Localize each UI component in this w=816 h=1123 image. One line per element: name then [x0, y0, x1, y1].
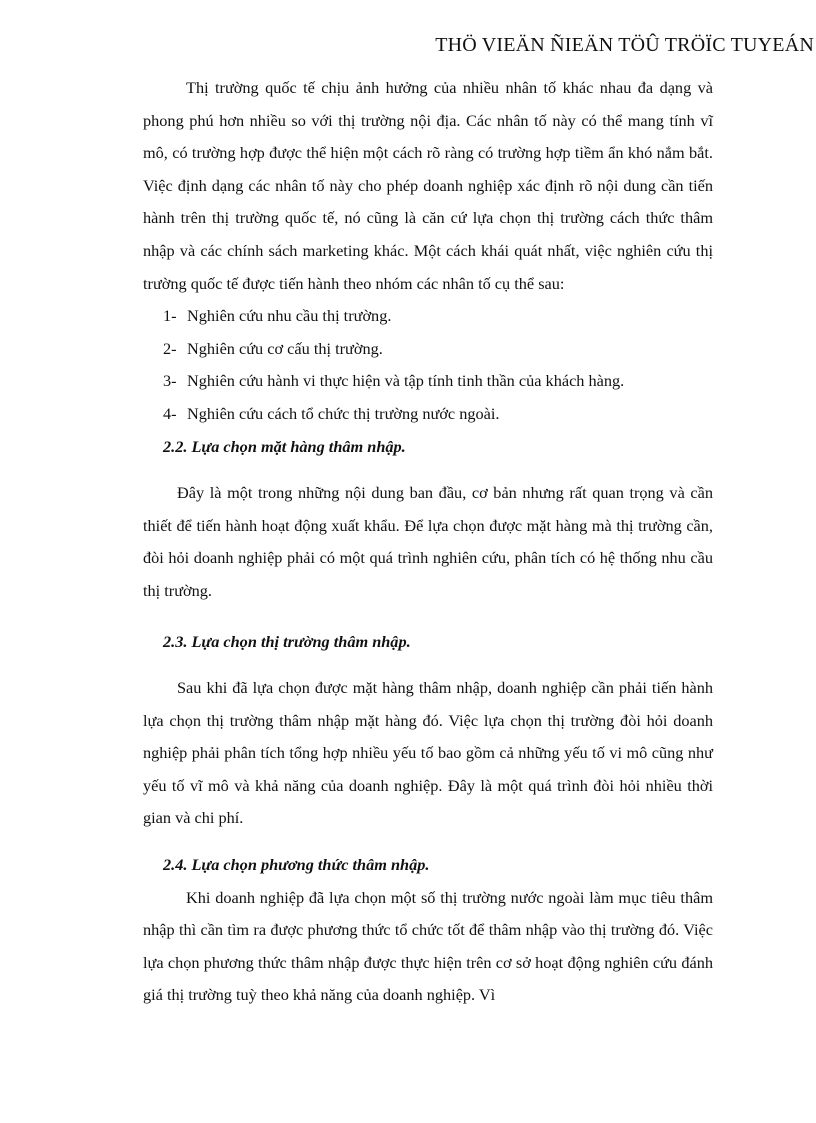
list-item: [143, 300, 713, 333]
list-text: Nghiên cứu cơ cấu thị trường.: [187, 338, 383, 358]
list-item: [143, 365, 713, 398]
section-heading-2-2: 2.2. Lựa chọn mặt hàng thâm nhập.: [163, 436, 406, 456]
paragraph-market-selection: Sau khi đã lựa chọn được mặt hàng thâm nhập, doanh nghiệp cần phải tiến hành lựa chọn thị trường thâm nhập mặt hàng đó. Việc lựa chọn thị trường đòi hỏi doanh nghiệp phải phân tích tổng hợp nhiều yếu tố bao gồm cả những yếu tố vi mô cũng như yếu tố vĩ mô và khả năng của doanh nghiệp. Đây là một quá trình đòi hỏi nhiều thời gian và chi phí.: [143, 678, 713, 828]
list-item: [143, 333, 713, 366]
list-text: Nghiên cứu cách tổ chức thị trường nước ngoài.: [187, 403, 500, 423]
list-number: 3-: [163, 371, 177, 391]
section-heading-2-3: 2.3. Lựa chọn thị trường thâm nhập.: [163, 631, 411, 651]
page-header: THÖ VIEÄN ÑIEÄN TÖÛ TRÖÏC TUYEÁN: [435, 34, 814, 56]
research-factor-list: [143, 300, 713, 430]
paragraph-entry-method: Khi doanh nghiệp đã lựa chọn một số thị trường nước ngoài làm mục tiêu thâm nhập thì cần tìm ra được phương thức tổ chức tốt để thâm nhập vào thị trường đó. Việc lựa chọn phương thức thâm nhập được thực hiện trên cơ sở hoạt động nghiên cứu đánh giá thị trường tuỳ theo khả năng của doanh nghiệp. Vì: [143, 887, 713, 1005]
list-text: Nghiên cứu nhu cầu thị trường.: [187, 306, 392, 326]
paragraph-product-selection: Đây là một trong những nội dung ban đầu, cơ bản nhưng rất quan trọng và cần thiết để tiến hành hoạt động xuất khẩu. Để lựa chọn được mặt hàng mà thị trường cần, đòi hỏi doanh nghiệp phải có một quá trình nghiên cứu, phân tích có hệ thống nhu cầu thị trường.: [143, 483, 713, 600]
document-body: [143, 72, 713, 1012]
section-heading-2-4: 2.4. Lựa chọn phương thức thâm nhập.: [163, 855, 430, 875]
list-item: [143, 398, 713, 431]
list-number: 1-: [163, 306, 177, 326]
list-number: 2-: [163, 338, 177, 358]
list-text: Nghiên cứu hành vi thực hiện và tập tính tinh thần của khách hàng.: [187, 371, 625, 391]
list-number: 4-: [163, 403, 177, 423]
paragraph-intro: Thị trường quốc tế chịu ảnh hưởng của nhiều nhân tố khác nhau đa dạng và phong phú hơn nhiều so với thị trường nội địa. Các nhân tố này có thể mang tính vĩ mô, có trường hợp được thể hiện một cách rõ ràng có trường hợp tiềm ẩn khó nắm bắt. Việc định dạng các nhân tố này cho phép doanh nghiệp xác định rõ nội dung cần tiến hành trên thị trường quốc tế, nó cũng là căn cứ lựa chọn thị trường cách thức thâm nhập và các chính sách marketing khác. Một cách khái quát nhất, việc nghiên cứu thị trường quốc tế được tiến hành theo nhóm các nhân tố cụ thể sau:: [143, 78, 713, 293]
